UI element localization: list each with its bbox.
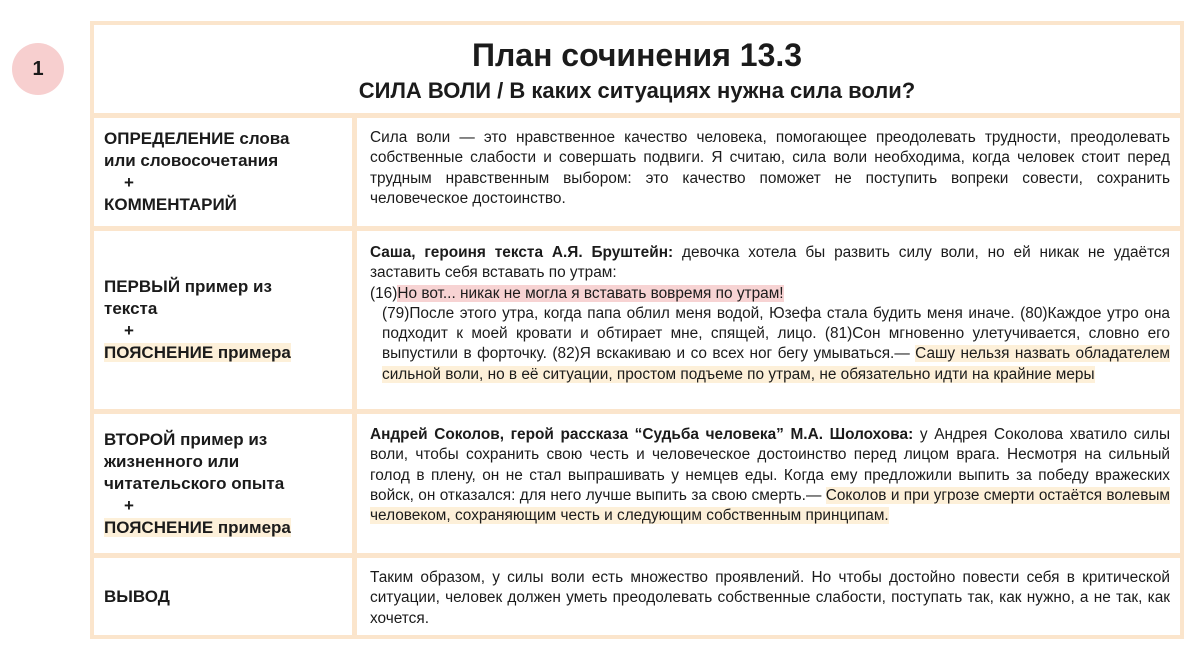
first-example-label-line-1: ПЕРВЫЙ пример из — [104, 277, 272, 296]
row-conclusion-content-cell — [357, 558, 1180, 635]
definition-label-line-2: или словосочетания — [104, 151, 279, 170]
dash: — — [805, 486, 826, 504]
first-example-explanation-label: ПОЯСНЕНИЕ примера — [104, 343, 291, 362]
second-example-explanation-label: ПОЯСНЕНИЕ примера — [104, 517, 291, 537]
second-example-comment: Соколов и при угрозе смерти остаётся волевым человеком, сохраняющим честь и следующим собственным принципам. — [370, 486, 1171, 525]
plan-header — [94, 25, 1180, 113]
second-example-label-line-2: жизненного или — [104, 451, 240, 471]
essay-plan-table — [90, 21, 1184, 639]
first-example-lead-bold: Саша, героиня текста А.Я. Бруштейн: — [370, 244, 674, 261]
second-example-lead-bold: Андрей Соколов, герой рассказа “Судьба человека” М.А. Шолохова: — [370, 426, 914, 443]
row-second-example-content-cell — [357, 414, 1180, 553]
definition-label-line-1: ОПРЕДЕЛЕНИЕ слова — [104, 129, 290, 148]
source-passage: (79)После этого утра, когда папа облил меня водой, Юзефа стала будить меня иначе. (80)Каждое утро она подходит к моей кровати и обтирает мне, спящей, лицо. (81)Сон мгновенно улетучивается, словно его выпустили в форточку. (82)Я вскакиваю и со всех ног бегу умываться. — [382, 304, 1170, 363]
row-definition-label-cell — [94, 118, 352, 226]
row-definition — [94, 118, 1180, 226]
first-example-lead: девочка хотела бы развить силу воли, но ей никак не удаётся заставить себя вставать по утрам: — [370, 244, 1170, 282]
row-definition-content-cell — [357, 118, 1180, 226]
row-first-example — [94, 231, 1180, 409]
quote-number: (16) — [370, 284, 398, 302]
first-example-comment: Сашу нельзя назвать обладателем сильной воли, но в её ситуации, простом подъеме по утрам, не обязательно идти на крайние меры — [382, 345, 1171, 383]
page-title: План сочинения 13.3 — [471, 37, 803, 73]
second-example-text — [370, 425, 1170, 526]
second-example-lead: у Андрея Соколова хватило силы воли, чтобы сохранить свою честь и человеческое достоинство перед лицом врага. Несмотря на сильный голод в плену, он не стал выпрашивать у немцев еды. Когда ему предложили выпить за победу вражеских войск, он отказался: для него лучше выпить за свою смерть. — [370, 426, 1170, 504]
plus-sign: + — [124, 173, 134, 192]
second-example-label-line-3: читательского опыта — [104, 473, 285, 493]
page-subtitle: СИЛА ВОЛИ / В каких ситуациях нужна сила воли? — [358, 78, 916, 103]
row-second-example-label-cell — [94, 414, 352, 553]
row-first-example-content-cell — [357, 231, 1180, 409]
definition-label-line-3: КОММЕНТАРИЙ — [104, 195, 237, 214]
highlighted-quote: Но вот... никак не могла я вставать вовремя по утрам! — [397, 284, 784, 302]
plus-sign: + — [124, 321, 134, 340]
conclusion-text: Таким образом, у силы воли есть множество проявлений. Но чтобы достойно повести себя в критической ситуации, человек должен уметь преодолевать собственные слабости, поступать так, как нужно, а не так, как хочется. — [370, 569, 1170, 627]
definition-text: Сила воли — это нравственное качество человека, помогающее преодолевать трудности, преодолевать собственные слабости и совершать подвиги. Я считаю, сила воли необходима, когда человек стоит перед трудным нравственным выбором: это качество поможет не поступить вопреки совести, сохранить человеческое достоинство. — [370, 129, 1170, 207]
conclusion-label: ВЫВОД — [104, 586, 170, 606]
row-conclusion — [94, 558, 1180, 635]
first-example-text — [370, 243, 1170, 385]
row-first-example-label-cell — [94, 231, 352, 409]
dash: — — [894, 345, 916, 363]
plus-sign: + — [124, 495, 134, 515]
row-second-example — [94, 414, 1180, 553]
row-conclusion-label-cell — [94, 558, 352, 635]
second-example-label-line-1: ВТОРОЙ пример из — [104, 429, 268, 449]
first-example-label-line-2: текста — [104, 299, 158, 318]
slide-number-badge: 1 — [12, 43, 64, 95]
